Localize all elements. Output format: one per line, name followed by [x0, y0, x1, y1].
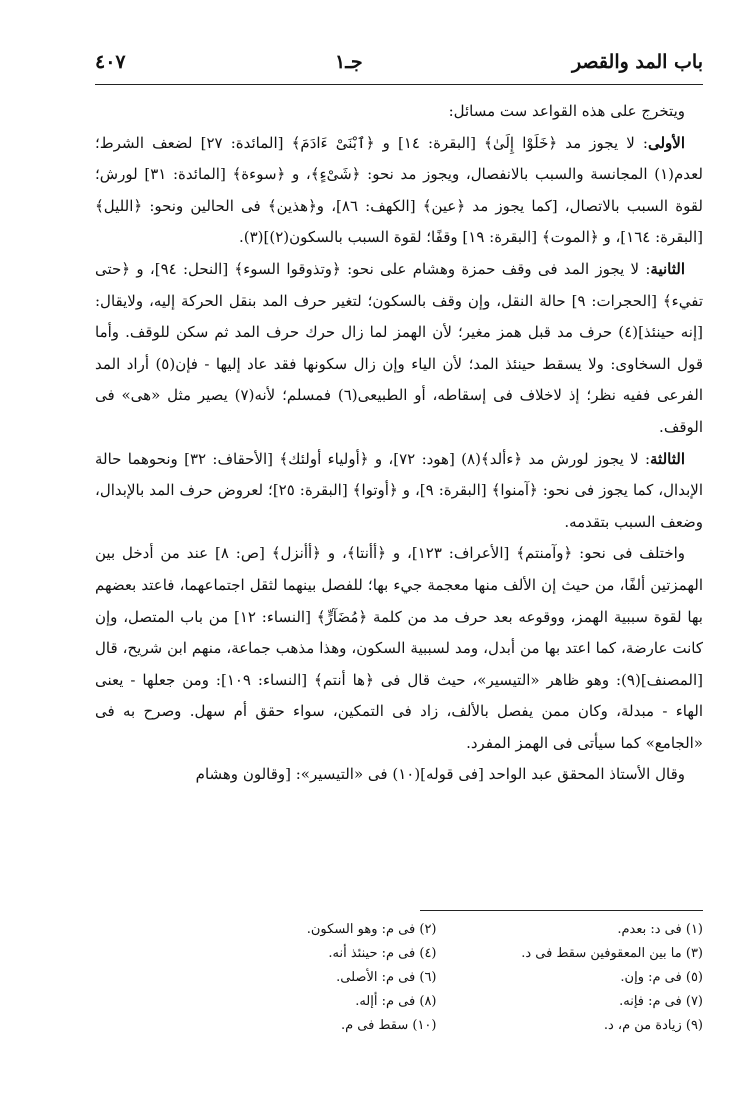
paragraph-second-issue — [95, 254, 703, 444]
footnote-divider — [420, 910, 703, 911]
paragraph-lead: الثالثة — [650, 449, 685, 468]
paragraph-text: واختلف فى نحو: ﴿وآمنتم﴾ [الأعراف: ١٢٣]، و ﴿أأنتا﴾، و ﴿أأنزل﴾ [ص: ٨] عند من أدخل بين الهمزتين ألفًا، من حيث إن الألف منها معجمة جيء بها؛ للفصل بينهما لثقل اجتماعهما، فاعتد بعضهم بها لقوة سببية الهمز، ووقوعه بعد حرف مد من كلمة ﴿مُضَآرٍّ﴾ [النساء: ١٢] من باب المتصل، وإن كانت عارضة، كما اعتد بها من أبدل، ومد لسببية السكون، وهذا مذهب جماعة، منهم ابن شريح، قال [المصنف](٩): وهو ظاهر «التيسير»، حيث قال فى ﴿ها أنتم﴾ [النساء: ١٠٩]: ومن جعلها - يعنى الهاء - مبدلة، وكان ممن يفصل بالألف، زاد فى التمكين، سواء حقق أم سهل. وصرح به فى «الجامع» كما سيأتى فى الهمز المفرد. — [95, 544, 703, 752]
footnote: (١) فى د: بعدم. — [617, 922, 703, 937]
paragraph-text: : لا يجوز لورش مد ﴿ءألد﴾(٨) [هود: ٧٢]، و ﴿أولياء أولئك﴾ [الأحقاف: ٣٢] ونحوهما حالة الإبدال، كما يجوز فى نحو: ﴿آمنوا﴾ [البقرة: ٩]، و ﴿أوتوا﴾ [البقرة: ٢٥]؛ لعروض حرف المد بالإبدال، وضعف السبب بتقدمه. — [95, 449, 703, 531]
volume-label: جـ١ — [335, 51, 363, 73]
paragraph-abdulwahid — [95, 759, 703, 791]
chapter-title: باب المد والقصر — [571, 51, 703, 73]
paragraph-intro — [95, 96, 703, 128]
paragraph-text: ويتخرج على هذه القواعد ست مسائل: — [448, 102, 685, 120]
paragraph-text: : لا يجوز المد فى وقف حمزة وهشام على نحو: ﴿وتذوقوا السوء﴾ [النحل: ٩٤]، و ﴿حتى تفيء﴾ [الحجرات: ٩] حالة النقل، وإن وقف بالسكون؛ لتغير حرف المد بنقل الحركة إليه، ولايقال: [إنه حينئذ](٤) حرف مد قبل همز مغير؛ لأن الهمز لما زال حرك حرف المد ثم سكن للوقف. وأما قول السخاوى: ولا يسقط حينئذ المد؛ لأن الياء وإن زال سكونها فقد عاد إليها - فإن(٥) أراد المد الفرعى ففيه نظر؛ إذ لاخلاف فى إسقاطه، أو الطبيعى(٦) فمسلم؛ لأنه(٧) يصير مثل «هى» فى الوقف. — [95, 259, 704, 436]
paragraph-first-issue — [95, 128, 703, 254]
footnote: (٧) فى م: فإنه. — [619, 994, 703, 1009]
footnote: (٢) فى م: وهو السكون. — [306, 922, 437, 937]
paragraph-disagreement — [95, 538, 703, 759]
footnote: (٣) ما بين المعقوفين سقط فى د. — [521, 946, 703, 961]
footnote: (٤) فى م: حينئذ أنه. — [328, 946, 437, 961]
running-header — [95, 42, 703, 82]
page-number: ٤٠٧ — [95, 51, 126, 73]
footnote: (٦) فى م: الأصلى. — [336, 970, 437, 985]
paragraph-lead: الأولى — [647, 133, 686, 152]
header-divider — [95, 84, 703, 85]
footnote: (٥) فى م: وإن. — [620, 970, 703, 985]
paragraph-third-issue — [95, 444, 703, 539]
paragraph-text: : لا يجوز مد ﴿خَلَوْا إِلَىٰ﴾ [البقرة: ١٤] و ﴿ٱبْنَىْ ءَادَمَ﴾ [المائدة: ٢٧] لضعف الشرط؛ لعدم(١) المجانسة والسبب بالانفصال، ويجوز مد نحو: ﴿شَىْءٍ﴾، و ﴿سوءة﴾ [المائدة: ٣١] لورش؛ لقوة السبب بالاتصال، [كما يجوز مد ﴿عين﴾ [الكهف: ٨٦]، و﴿هذين﴾ فى الحالين ونحو: ﴿الليل﴾ [البقرة: ١٦٤]، و ﴿الموت﴾ [البقرة: ١٩] وقفًا؛ لقوة السبب بالسكون(٢)](٣). — [95, 133, 704, 247]
footnote: (٨) فى م: أإله. — [355, 994, 437, 1009]
paragraph-text: وقال الأستاذ المحقق عبد الواحد [فى قوله](١٠) فى «التيسير»: [وقالون وهشام — [195, 765, 685, 784]
footnote: (٩) زيادة من م، د. — [603, 1018, 703, 1033]
footnote: (١٠) سقط فى م. — [340, 1018, 437, 1033]
paragraph-lead: الثانية — [650, 259, 685, 278]
footnotes — [200, 918, 703, 1038]
main-text — [95, 96, 703, 896]
